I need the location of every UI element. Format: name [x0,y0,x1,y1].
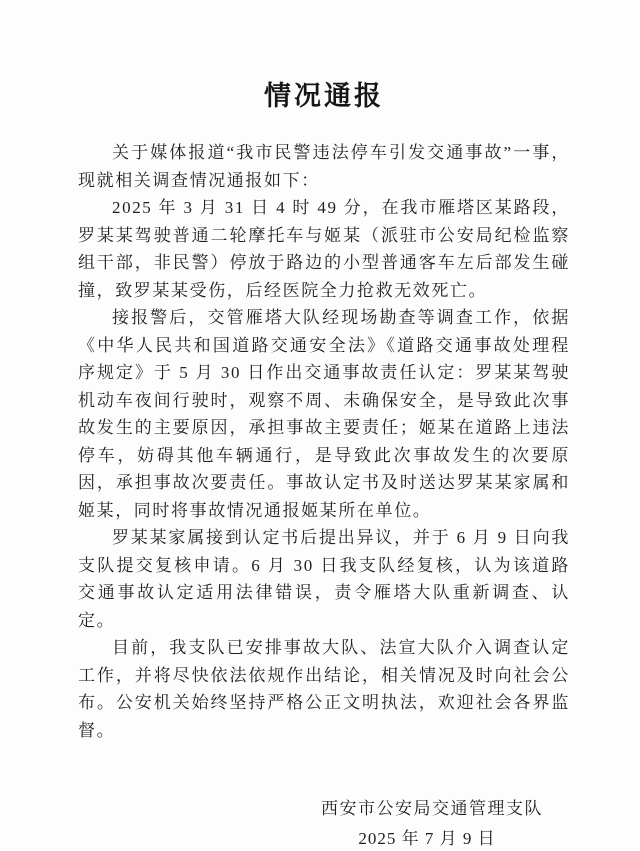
paragraph-review-application: 罗某某家属接到认定书后提出异议，并于 6 月 9 日向我支队提交复核申请。6 月 30 日我支队经复核，认为该道路交通事故认定适用法律错误，责令雁塔大队重新调查、认定。 [78,528,570,630]
document-title: 情况通报 [264,81,384,111]
issue-date: 2025 年 7 月 9 日 [358,829,496,848]
paragraph-intro: 关于媒体报道“我市民警违法停车引发交通事故”一事，现就相关调查情况通报如下： [78,143,570,190]
paragraph-responsibility-determination: 接报警后，交管雁塔大队经现场勘查等调查工作，依据《中华人民共和国道路交通安全法》《道路交通事故处理程序规定》于 5 月 30 日作出交通事故责任认定：罗某某驾驶机动车夜间行驶时，观察不周、未确保安全，是导致此次事故发生的主要原因，承担事故主要责任；姬某在道路上违法停车，妨碍其他车辆通行，是导致此次事故发生的次要原因，承担事故次要责任。事故认定书及时送达罗某某家属和姬某，同时将事故情况通报姬某所在单位。 [78,308,570,520]
paragraph-accident-description: 2025 年 3 月 31 日 4 时 49 分，在我市雁塔区某路段，罗某某驾驶普通二轮摩托车与姬某（派驻市公安局纪检监察组干部，非民警）停放于路边的小型普通客车左后部发生碰撞，致罗某某受伤，后经医院全力抢救无效死亡。 [78,198,570,300]
issuing-authority: 西安市公安局交通管理支队 [321,799,543,818]
signature-block [321,794,543,851]
paragraph-current-status: 目前，我支队已安排事故大队、法宣大队介入调查认定工作，并将尽快依法依规作出结论，相关情况及时向社会公布。公安机关始终坚持严格公正文明执法，欢迎社会各界监督。 [78,638,570,740]
document-body [78,139,570,744]
